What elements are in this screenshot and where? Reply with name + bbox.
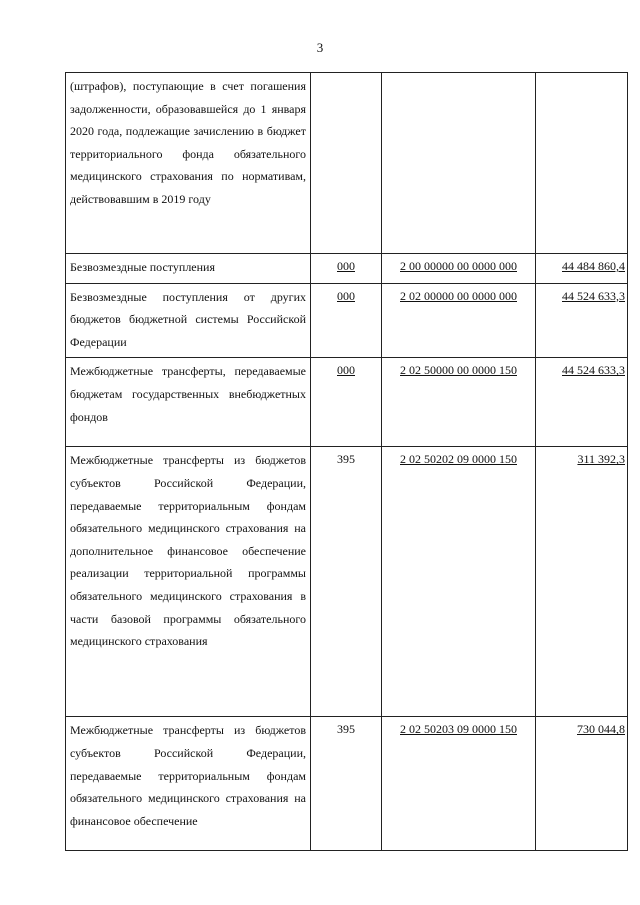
row-code: 2 00 00000 00 0000 000 xyxy=(400,259,517,273)
row-admin: 395 xyxy=(337,452,355,467)
table-row xyxy=(66,73,628,254)
sum-cell xyxy=(536,447,628,717)
table-row xyxy=(66,283,628,358)
row-sum: 44 524 633,3 xyxy=(562,288,625,303)
admin-cell xyxy=(311,717,382,851)
code-cell xyxy=(382,283,536,358)
sum-cell xyxy=(536,283,628,358)
name-cell xyxy=(66,717,311,851)
admin-cell xyxy=(311,447,382,717)
name-cell xyxy=(66,254,311,284)
sum-cell xyxy=(536,73,628,254)
name-cell xyxy=(66,358,311,447)
table-row xyxy=(66,447,628,717)
row-code: 2 02 50203 09 0000 150 xyxy=(400,722,517,737)
row-name: Межбюджетные трансферты из бюджетов субъектов Российской Федерации, передаваемые территориальным фондам обязательного медицинского страхования на финансовое обеспечение xyxy=(70,723,306,828)
row-admin: 395 xyxy=(337,722,355,737)
row-code: 2 02 50000 00 0000 150 xyxy=(400,363,517,378)
row-admin: 000 xyxy=(337,259,355,273)
row-sum: 44 484 860,4 xyxy=(562,259,625,273)
row-admin xyxy=(311,73,381,74)
row-name: Безвозмездные поступления xyxy=(70,260,215,274)
row-name: Межбюджетные трансферты, передаваемые бюджетам государственных внебюджетных фондов xyxy=(70,364,306,424)
sum-cell xyxy=(536,358,628,447)
sum-cell xyxy=(536,254,628,284)
code-cell xyxy=(382,73,536,254)
admin-cell xyxy=(311,283,382,358)
revenue-table xyxy=(65,72,628,851)
row-sum: 730 044,8 xyxy=(577,722,625,737)
row-sum: 311 392,3 xyxy=(577,452,625,467)
row-name: Межбюджетные трансферты из бюджетов субъектов Российской Федерации, передаваемые территориальным фондам обязательного медицинского страхования на дополнительное финансовое обеспечение реализации территориальной программы обязательного медицинского страхования в части базовой программы обязательного медицинского страхования xyxy=(70,453,306,649)
name-cell xyxy=(66,283,311,358)
name-cell xyxy=(66,73,311,254)
table-row xyxy=(66,358,628,447)
row-sum xyxy=(536,73,625,74)
name-cell xyxy=(66,447,311,717)
row-code: 2 02 50202 09 0000 150 xyxy=(400,452,517,467)
row-sum: 44 524 633,3 xyxy=(562,363,625,378)
row-code: 2 02 00000 00 0000 000 xyxy=(400,288,517,303)
row-admin: 000 xyxy=(337,288,355,303)
table-row xyxy=(66,717,628,851)
code-cell xyxy=(382,717,536,851)
row-admin: 000 xyxy=(337,363,355,378)
row-name: Безвозмездные поступления от других бюджетов бюджетной системы Российской Федерации xyxy=(70,289,306,349)
code-cell xyxy=(382,358,536,447)
admin-cell xyxy=(311,254,382,284)
code-cell xyxy=(382,447,536,717)
admin-cell xyxy=(311,73,382,254)
table-row xyxy=(66,254,628,284)
code-cell xyxy=(382,254,536,284)
sum-cell xyxy=(536,717,628,851)
admin-cell xyxy=(311,358,382,447)
row-name: (штрафов), поступающие в счет погашения задолженности, образовавшейся до 1 января 2020 года, подлежащие зачислению в бюджет территориального фонда обязательного медицинского страхования по нормативам, действовавшим в 2019 году xyxy=(70,79,306,206)
page-number: 3 xyxy=(316,40,324,55)
row-code xyxy=(382,73,535,74)
